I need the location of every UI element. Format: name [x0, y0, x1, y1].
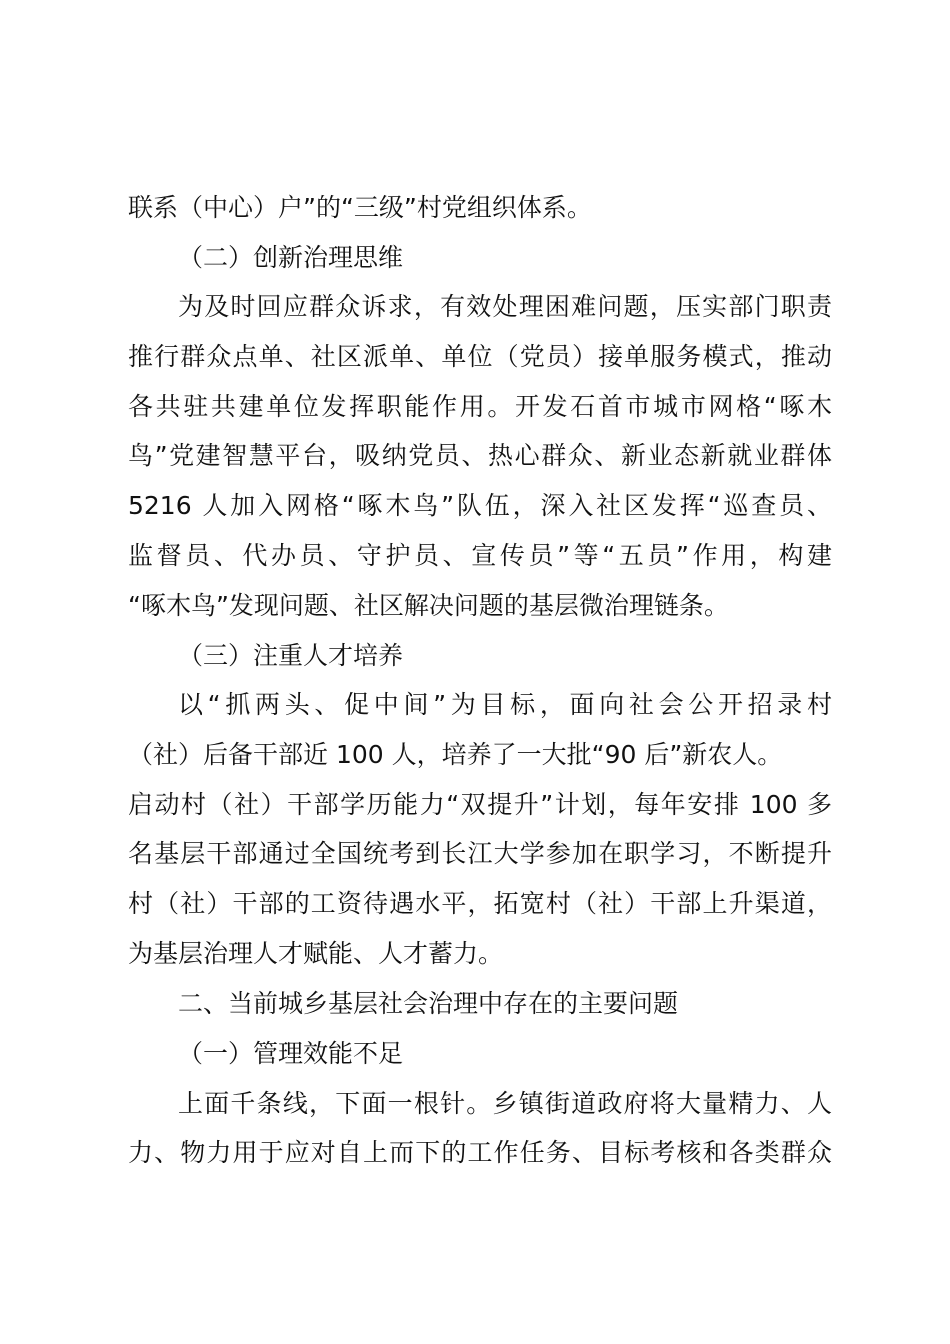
section-heading: （一）管理效能不足 [178, 1039, 404, 1068]
paragraph-first-line: 上面千条线，下面一根针。乡镇街道政府将大量精力、人 [178, 1089, 832, 1118]
chapter-heading: 二、当前城乡基层社会治理中存在的主要问题 [178, 989, 679, 1018]
body-text-line: 启动村（社）干部学历能力“双提升”计划，每年安排 100 多 [128, 790, 832, 819]
body-text-line: 5216 人加入网格“啄木鸟”队伍，深入社区发挥“巡查员、 [128, 491, 832, 520]
body-text-line: “啄木鸟”发现问题、社区解决问题的基层微治理链条。 [128, 591, 729, 620]
body-text-line: 鸟”党建智慧平台，吸纳党员、热心群众、新业态新就业群体 [128, 441, 832, 470]
paragraph-first-line: 为及时回应群众诉求，有效处理困难问题，压实部门职责 [178, 292, 832, 321]
body-text-line: 联系（中心）户”的“三级”村党组织体系。 [128, 193, 592, 222]
body-text-line: 力、物力用于应对自上而下的工作任务、目标考核和各类群众 [128, 1138, 832, 1167]
body-text-line: 村（社）干部的工资待遇水平，拓宽村（社）干部上升渠道， [128, 889, 832, 918]
body-text-line: 为基层治理人才赋能、人才蓄力。 [128, 939, 504, 968]
body-text-line: 各共驻共建单位发挥职能作用。开发石首市城市网格“啄木 [128, 392, 832, 421]
body-text-line: （社）后备干部近 100 人，培养了一大批“90 后”新农人。 [128, 740, 783, 769]
body-text-line: 名基层干部通过全国统考到长江大学参加在职学习，不断提升 [128, 839, 832, 868]
section-heading: （二）创新治理思维 [178, 243, 404, 272]
body-text-line: 监督员、代办员、守护员、宣传员”等“五员”作用，构建 [128, 541, 832, 570]
section-heading: （三）注重人才培养 [178, 641, 404, 670]
body-text-line: 推行群众点单、社区派单、单位（党员）接单服务模式，推动 [128, 342, 832, 371]
paragraph-first-line: 以“抓两头、促中间”为目标，面向社会公开招录村 [178, 690, 832, 719]
